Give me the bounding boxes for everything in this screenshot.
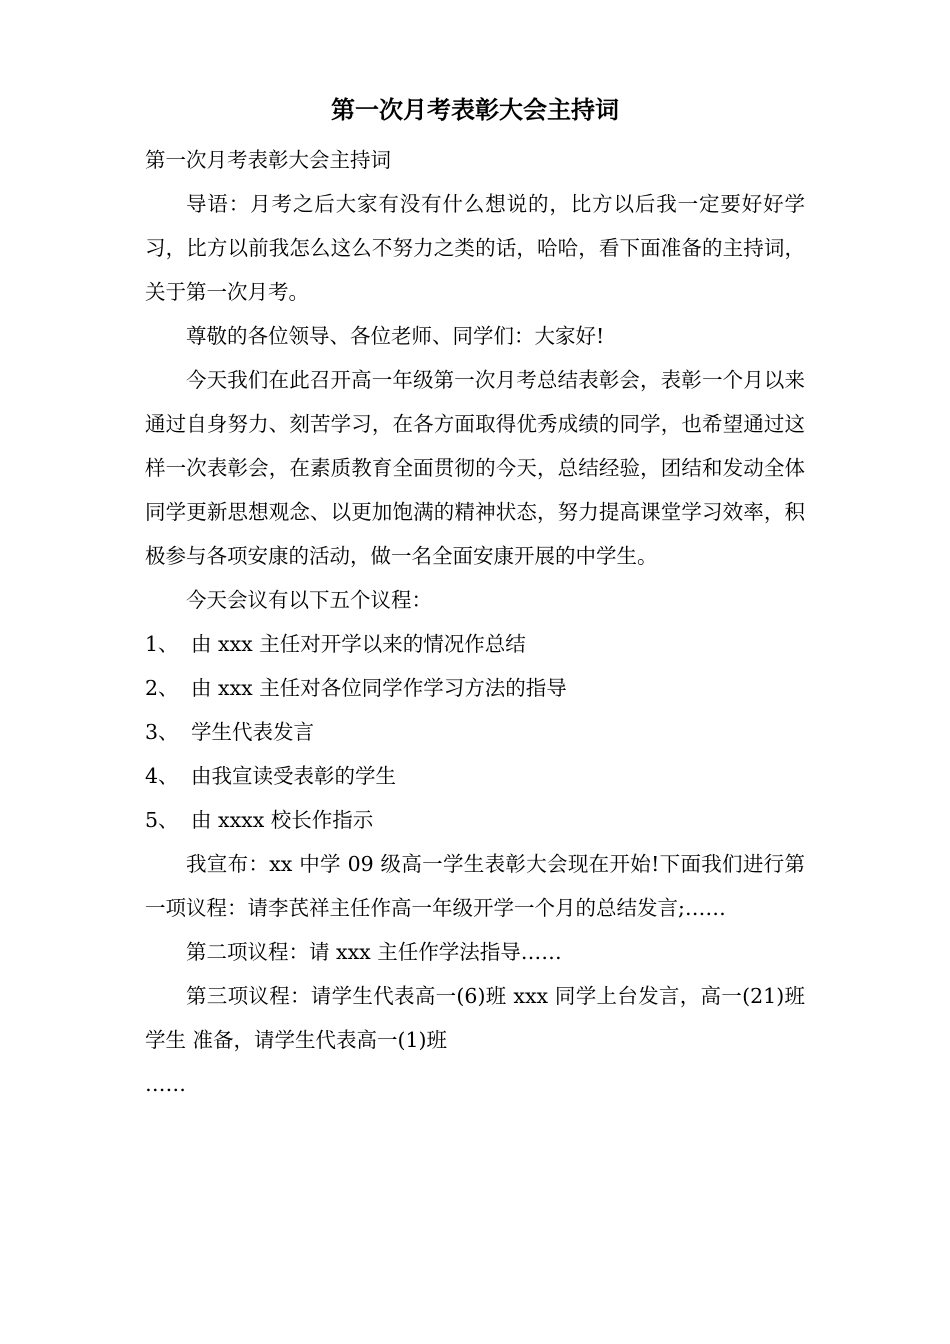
closing-ellipsis: ……: [145, 1072, 186, 1096]
greeting-paragraph: 尊敬的各位领导、各位老师、同学们：大家好!: [186, 324, 605, 348]
agenda-item: [145, 798, 805, 842]
opening-paragraph: 今天我们在此召开高一年级第一次月考总结表彰会，表彰一个月以来通过自身努力、刻苦学习，在各方面取得优秀成绩的同学，也希望通过这样一次表彰会，在素质教育全面贯彻的今天，总结经验，团结和发动全体同学更新思想观念、以更加饱满的精神状态，努力提高课堂学习效率，积极参与各项安康的活动，做一名全面安康开展的中学生。: [145, 368, 805, 568]
agenda-item-text: 由 xxx 主任对开学以来的情况作总结: [191, 632, 526, 656]
third-item-paragraph: 第三项议程：请学生代表高一(6)班 xxx 同学上台发言，高一(21)班学生 准备，请学生代表高一(1)班: [145, 984, 805, 1052]
agenda-item-text: 学生代表发言: [191, 720, 314, 744]
agenda-item-text: 由 xxx 主任对各位同学作学习方法的指导: [191, 676, 567, 700]
document-title: 第一次月考表彰大会主持词: [331, 96, 619, 124]
agenda-item: [145, 622, 805, 666]
agenda-intro: 今天会议有以下五个议程：: [186, 588, 432, 612]
agenda-item-number: 2、: [145, 676, 179, 700]
announce-paragraph: 我宣布：xx 中学 09 级高一学生表彰大会现在开始!下面我们进行第一项议程：请李芪祥主任作高一年级开学一个月的总结发言;……: [145, 852, 805, 920]
agenda-item-number: 3、: [145, 720, 179, 744]
subtitle-line: 第一次月考表彰大会主持词: [145, 148, 391, 172]
agenda-item: [145, 666, 805, 710]
agenda-item-number: 5、: [145, 808, 179, 832]
second-item-paragraph: 第二项议程：请 xxx 主任作学法指导……: [186, 940, 562, 964]
agenda-item-text: 由我宣读受表彰的学生: [191, 764, 396, 788]
intro-paragraph: 导语：月考之后大家有没有什么想说的，比方以后我一定要好好学习，比方以前我怎么这么不努力之类的话，哈哈，看下面准备的主持词，关于第一次月考。: [145, 192, 805, 304]
agenda-item-number: 4、: [145, 764, 179, 788]
agenda-item-text: 由 xxxx 校长作指示: [191, 808, 374, 832]
agenda-item: [145, 710, 805, 754]
agenda-item: [145, 754, 805, 798]
agenda-item-number: 1、: [145, 632, 179, 656]
document-body: [145, 138, 805, 1106]
